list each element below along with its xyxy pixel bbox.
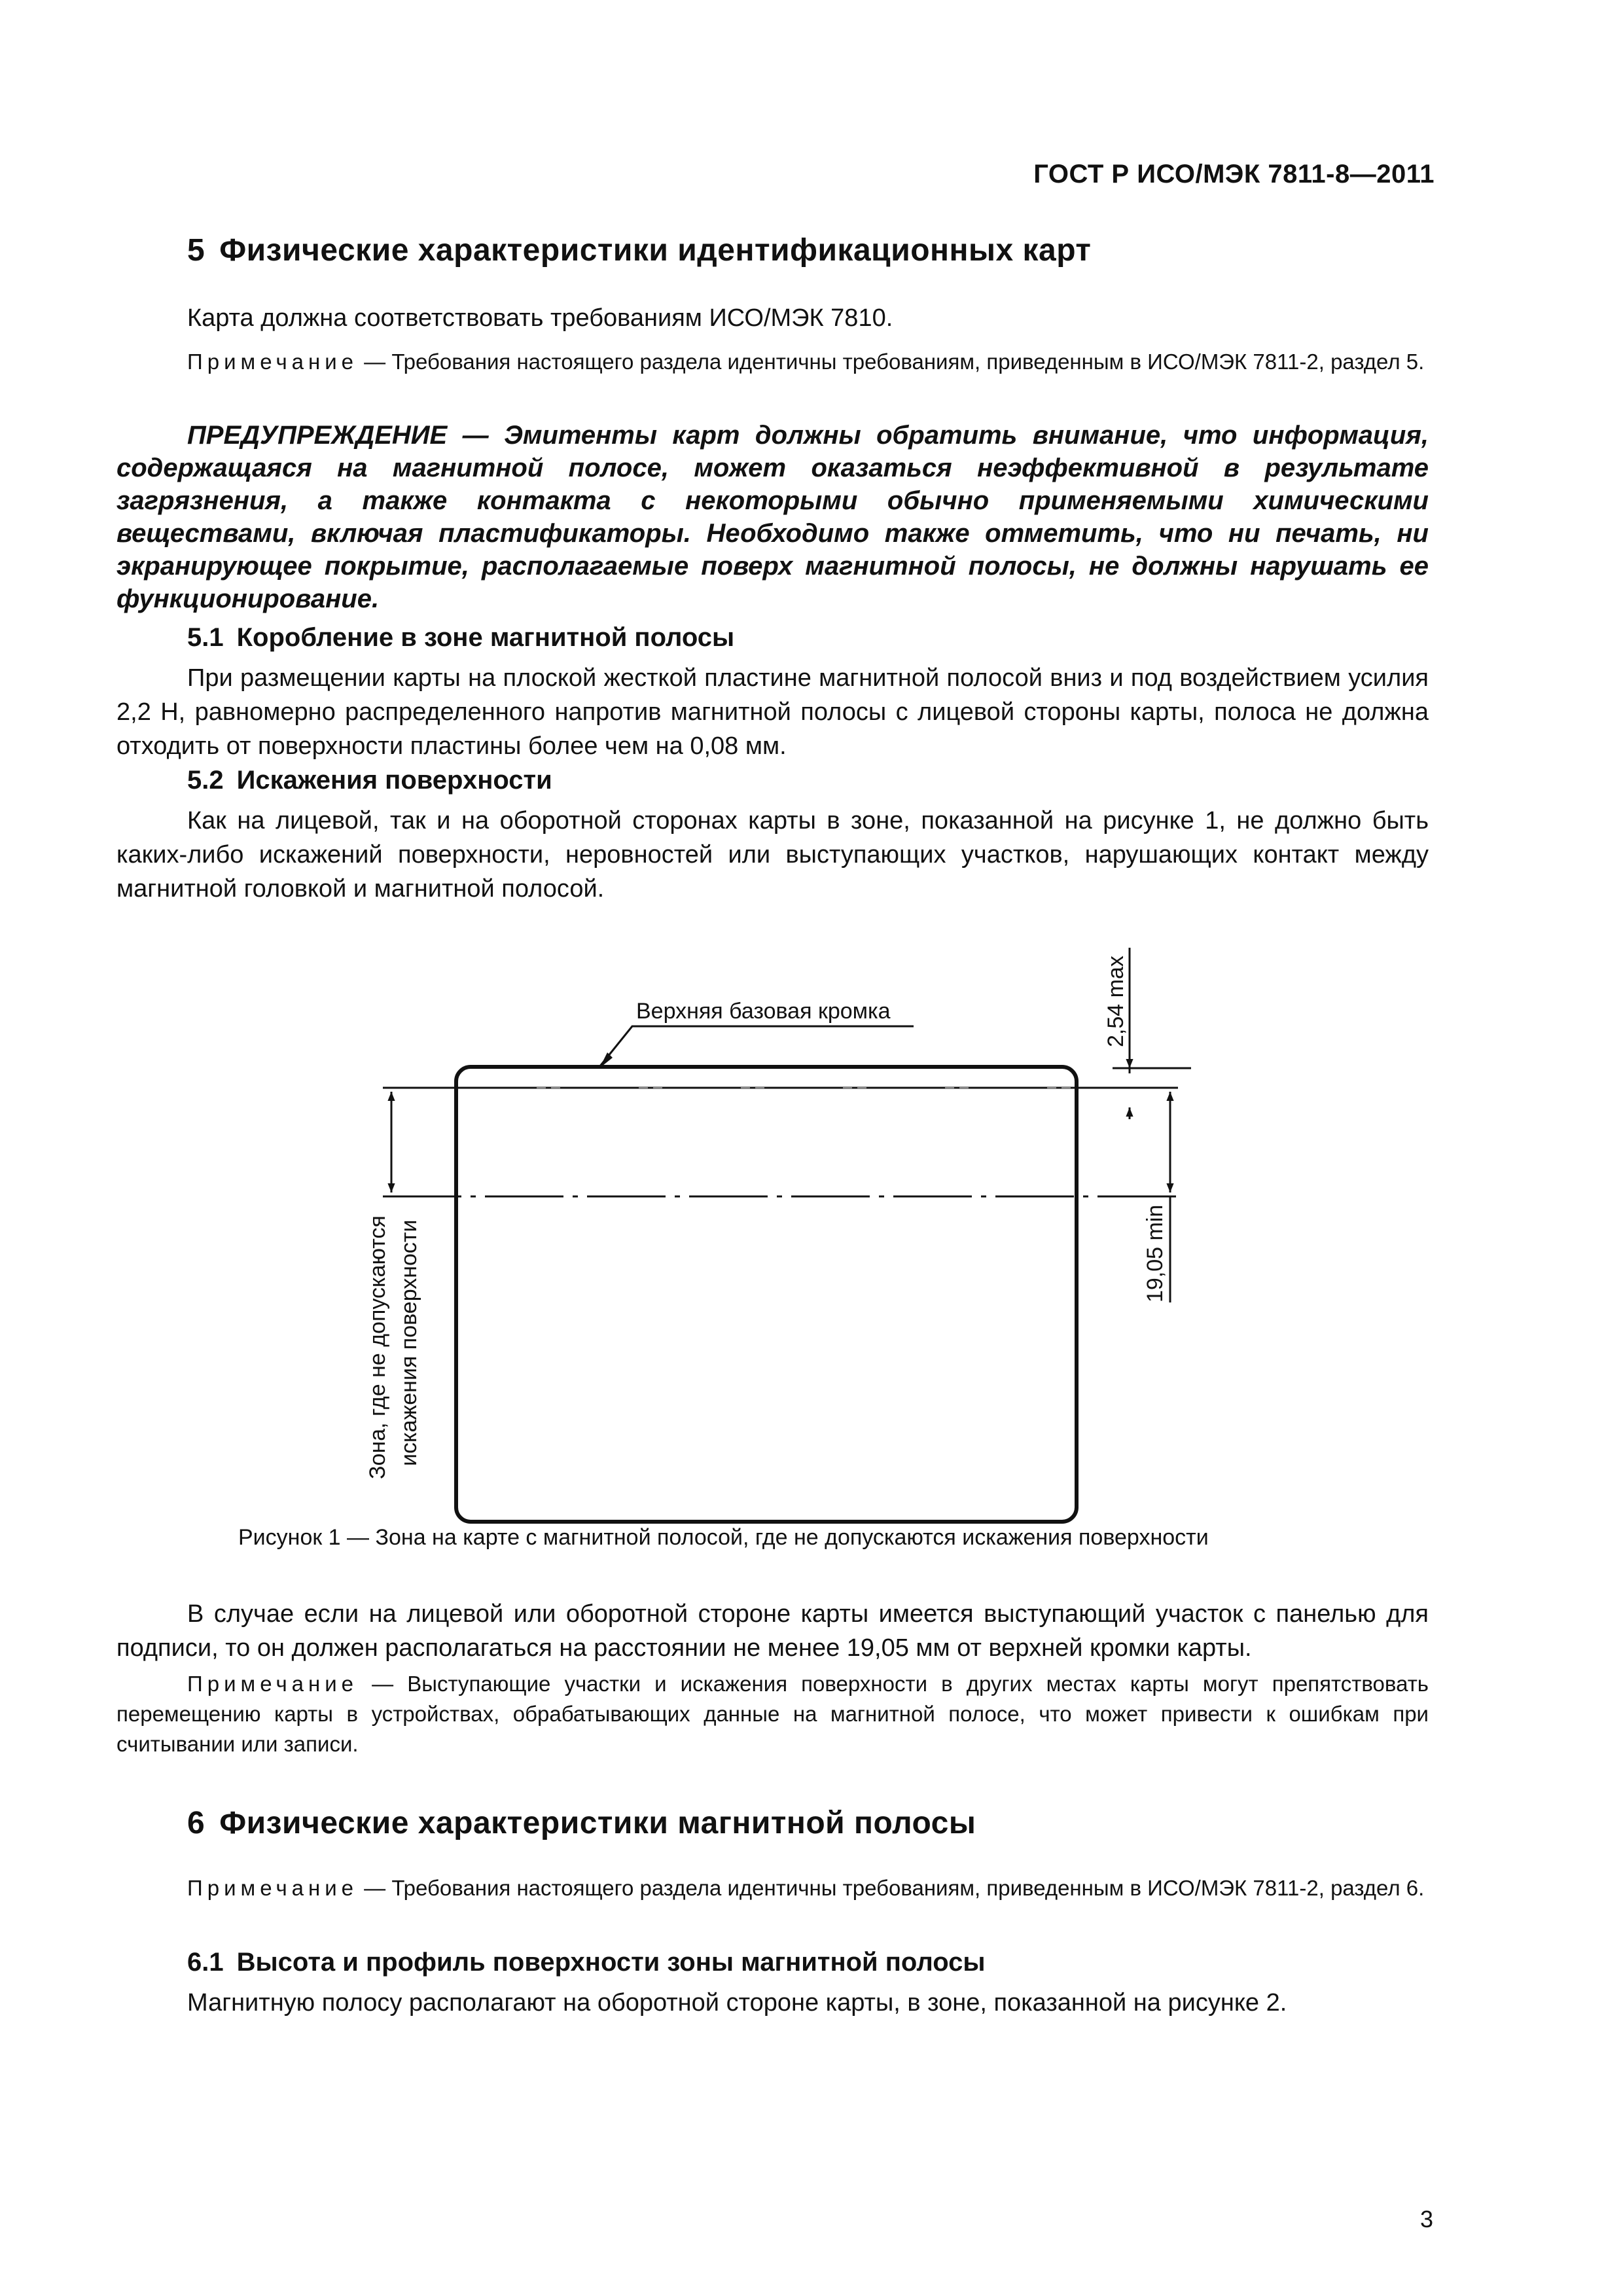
section-number: 5.2 — [187, 766, 224, 795]
section-number: 5.1 — [187, 623, 224, 652]
dim-2-54-label: 2,54 max — [1103, 956, 1128, 1047]
section-title: Высота и профиль поверхности зоны магнитной полосы — [236, 1948, 986, 1977]
warning-paragraph: ПРЕДУПРЕЖДЕНИЕ — Эмитенты карт должны обратить внимание, что информация, содержащаяся на магнитной полосе, может оказаться неэффективной в результате загрязнения, а также контакта с некоторыми обычно применяемыми химическими веществами, включая пластификаторы. Необходимо также отметить, что ни печать, ни экранирующее покрытие, располагаемые поверх магнитной полосы, не должны нарушать ее функционирование. — [116, 421, 1429, 613]
top-edge-label: Верхняя базовая кромка — [636, 999, 891, 1024]
figure-1-caption: Рисунок 1 — Зона на карте с магнитной полосой, где не допускаются искажения поверхности — [238, 1525, 1209, 1550]
zone-label-line-1: Зона, где не допускаются — [365, 1215, 390, 1479]
section-number: 6.1 — [187, 1948, 224, 1977]
section-title: Коробление в зоне магнитной полосы — [236, 623, 735, 652]
after-figure-paragraph: В случае если на лицевой или оборотной стороне карты имеется выступающий участок с панелью для подписи, то он должен располагаться на расстоянии не менее 19,05 мм от верхней кромки карты. — [116, 1600, 1429, 1662]
section-6-1-paragraph: Магнитную полосу располагают на оборотной стороне карты, в зоне, показанной на рисунке 2. — [187, 1989, 1287, 2017]
note-text: — Требования настоящего раздела идентичны требованиям, приведенным в ИСО/МЭК 7811-2, раздел 6. — [358, 1876, 1425, 1900]
zone-label-line-2: искажения поверхности — [397, 1219, 421, 1466]
section-number: 5 — [187, 233, 205, 268]
section-title: Физические характеристики магнитной полосы — [219, 1806, 976, 1840]
section-6-note — [116, 1873, 1429, 1903]
section-6-heading — [187, 1805, 976, 1841]
note-text: — Требования настоящего раздела идентичны требованиям, приведенным в ИСО/МЭК 7811-2, раздел 5. — [358, 350, 1425, 374]
section-5-1-paragraph: При размещении карты на плоской жесткой пластине магнитной полосой вниз и под воздействием усилия 2,2 Н, равномерно распределенного напротив магнитной полосы с лицевой стороны карты, полоса не должна отходить от поверхности пластины более чем на 0,08 мм. — [116, 664, 1429, 760]
top-edge-leader — [599, 1026, 914, 1067]
section-6-1-heading — [187, 1948, 986, 1977]
card-outline — [456, 1067, 1077, 1522]
note-label: Примечание — [187, 350, 359, 374]
after-figure-note — [116, 1669, 1429, 1759]
note-label: Примечание — [187, 1876, 359, 1900]
section-title: Искажения поверхности — [236, 766, 552, 795]
section-5-2-paragraph: Как на лицевой, так и на оборотной сторонах карты в зоне, показанной на рисунке 1, не должно быть каких-либо искажений поверхности, неровностей или выступающих участков, нарушающих контакт между магнитной головкой и магнитной полосой. — [116, 807, 1429, 903]
document-header: ГОСТ Р ИСО/МЭК 7811-8—2011 — [1033, 160, 1435, 188]
page-number: 3 — [1419, 2206, 1433, 2233]
section-number: 6 — [187, 1806, 205, 1840]
note-text: — Выступающие участки и искажения поверхности в других местах карты могут препятствовать перемещению карты в устройствах, обрабатывающих данные на магнитной полосе, что может привести к ошибкам при считывании или записи. — [116, 1672, 1429, 1756]
note-label: Примечание — [187, 1672, 359, 1696]
section-5-paragraph: Карта должна соответствовать требованиям ИСО/МЭК 7810. — [187, 304, 893, 332]
section-title: Физические характеристики идентификационных карт — [219, 233, 1092, 268]
dim-19-05-label: 19,05 min — [1143, 1204, 1168, 1302]
